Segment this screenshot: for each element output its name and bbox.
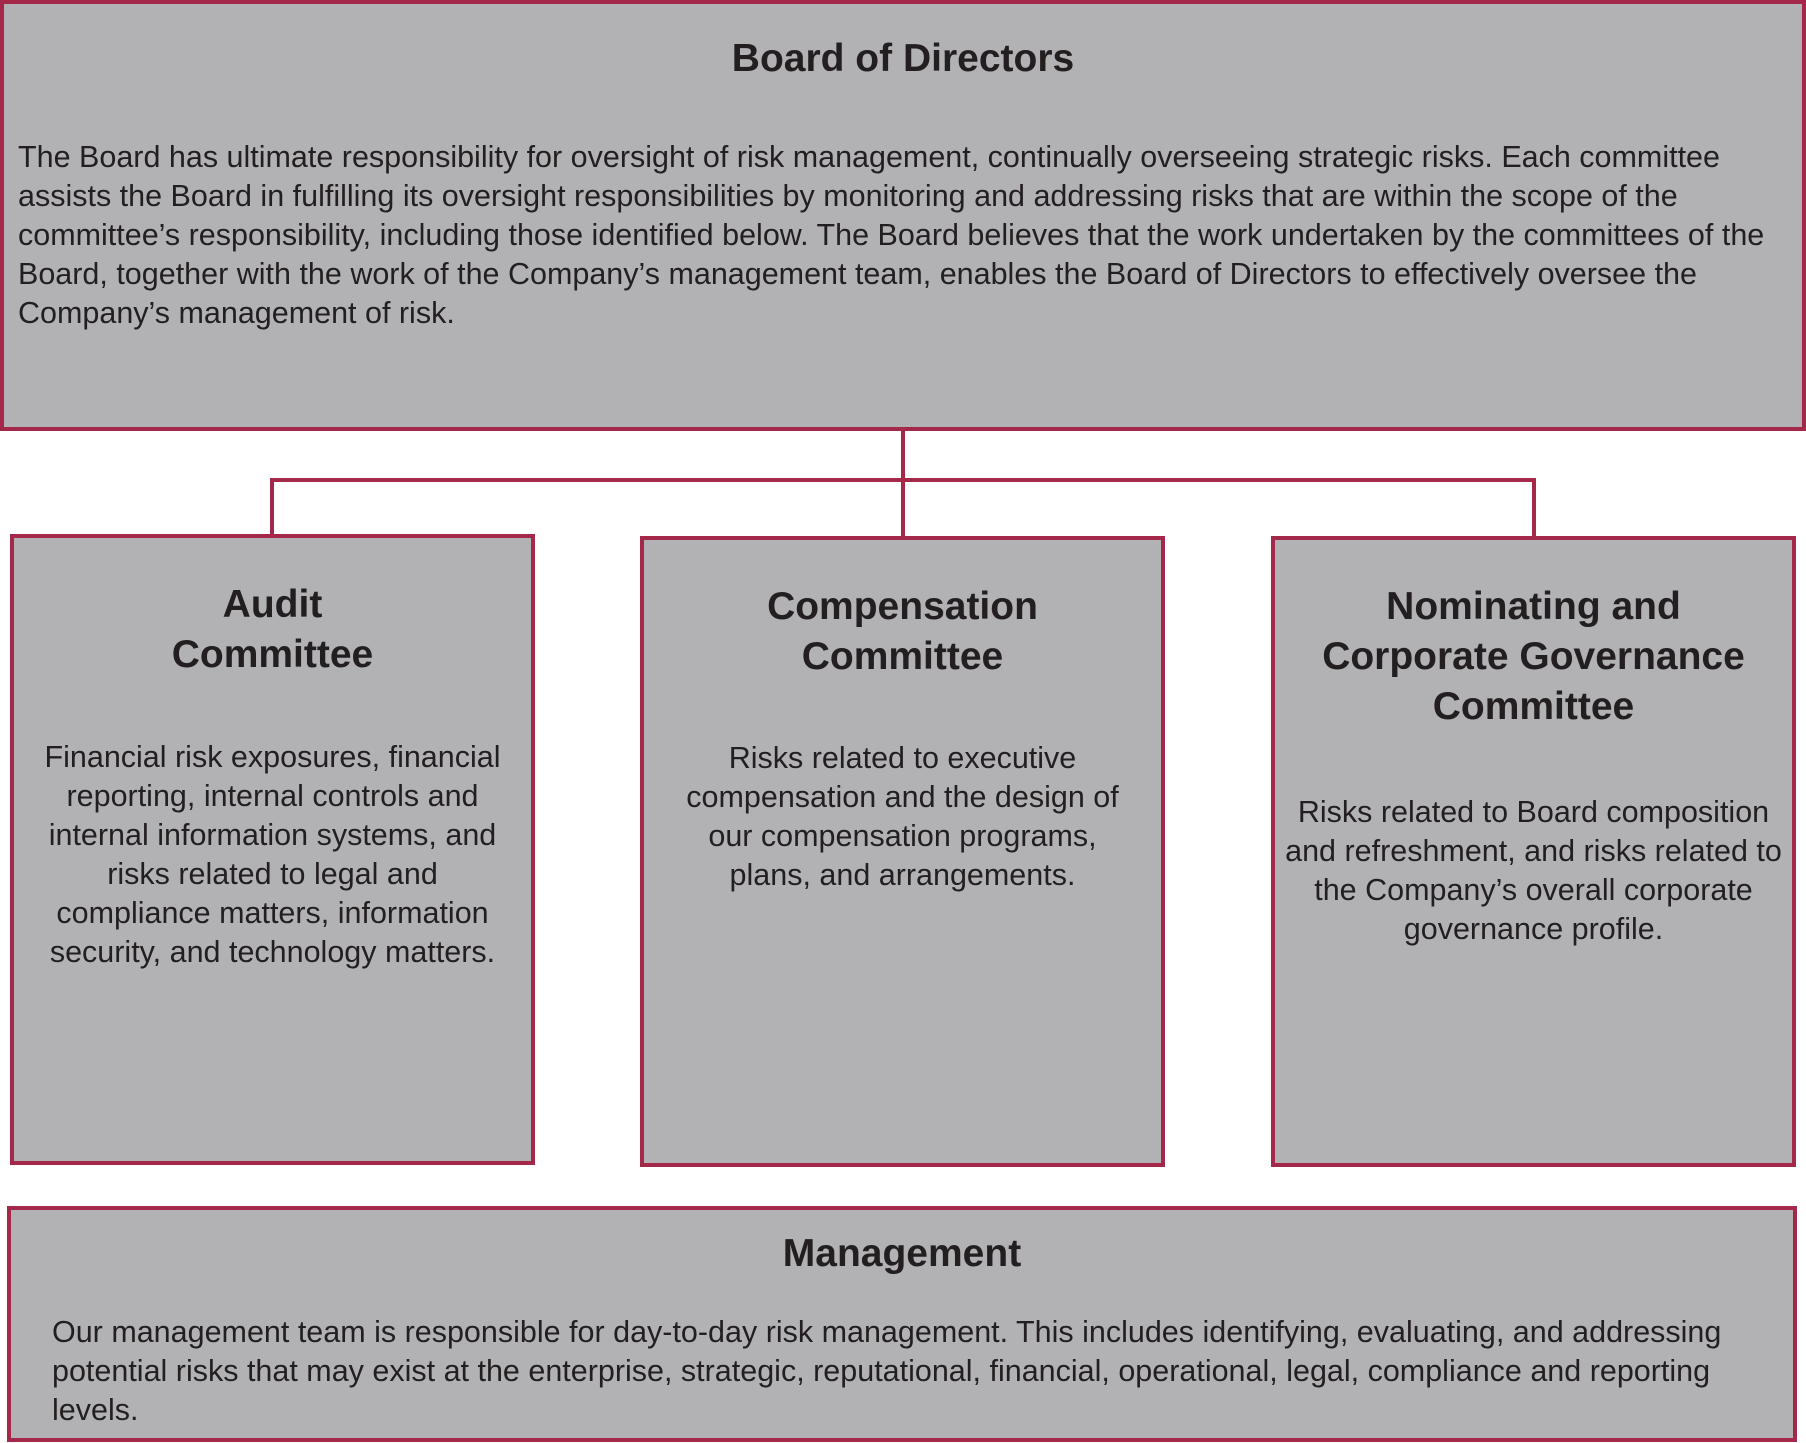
compensation-committee-box — [640, 536, 1165, 1167]
compensation-committee-description: Risks related to executive compensation and the design of our compensation programs, plans, and arrangements. — [686, 741, 1119, 892]
nominating-committee-description: Risks related to Board composition and refreshment, and risks related to the Company’s overall corporate governance profile. — [1285, 795, 1782, 946]
nominating-title-line-1: Nominating and — [1386, 585, 1681, 628]
nominating-title-line-2: Corporate Governance — [1322, 635, 1745, 678]
compensation-committee-title — [644, 582, 1161, 682]
compensation-title-line-1: Compensation — [767, 585, 1038, 628]
audit-committee-description: Financial risk exposures, financial reporting, internal controls and internal information systems, and risks related to legal and compliance matters, information security, and technology matters. — [44, 740, 501, 969]
audit-committee-title — [14, 580, 531, 680]
board-title: Board of Directors — [731, 37, 1075, 80]
nominating-title-line-3: Committee — [1432, 685, 1635, 728]
nominating-committee-box — [1271, 536, 1796, 1167]
connector-audit-drop — [270, 478, 274, 536]
connector-board-stem — [901, 431, 905, 482]
board-description: The Board has ultimate responsibility for oversight of risk management, continually overseeing strategic risks. Each committee assists the Board in fulfilling its oversight responsibilities by monitoring and addressing risks that are within the scope of the committee’s responsibility, including those identified below. The Board believes that the work undertaken by the committees of the Board, together with the work of the Company’s management team, enables the Board of Directors to effectively oversee the Company’s management of risk. — [18, 140, 1765, 330]
management-title: Management — [782, 1232, 1022, 1275]
management-description: Our management team is responsible for day-to-day risk management. This includes identifying, evaluating, and addressing potential risks that may exist at the enterprise, strategic, reputational, financial, operational, legal, compliance and reporting levels. — [52, 1315, 1722, 1427]
audit-title-line-2: Committee — [171, 633, 374, 676]
audit-title-line-1: Audit — [222, 583, 323, 626]
connector-compensation-drop — [901, 478, 905, 538]
audit-committee-box — [10, 534, 535, 1165]
management-box — [7, 1206, 1797, 1442]
nominating-committee-title — [1275, 582, 1792, 732]
board-of-directors-box — [0, 0, 1806, 431]
connector-nominating-drop — [1532, 478, 1536, 538]
compensation-title-line-2: Committee — [801, 635, 1004, 678]
